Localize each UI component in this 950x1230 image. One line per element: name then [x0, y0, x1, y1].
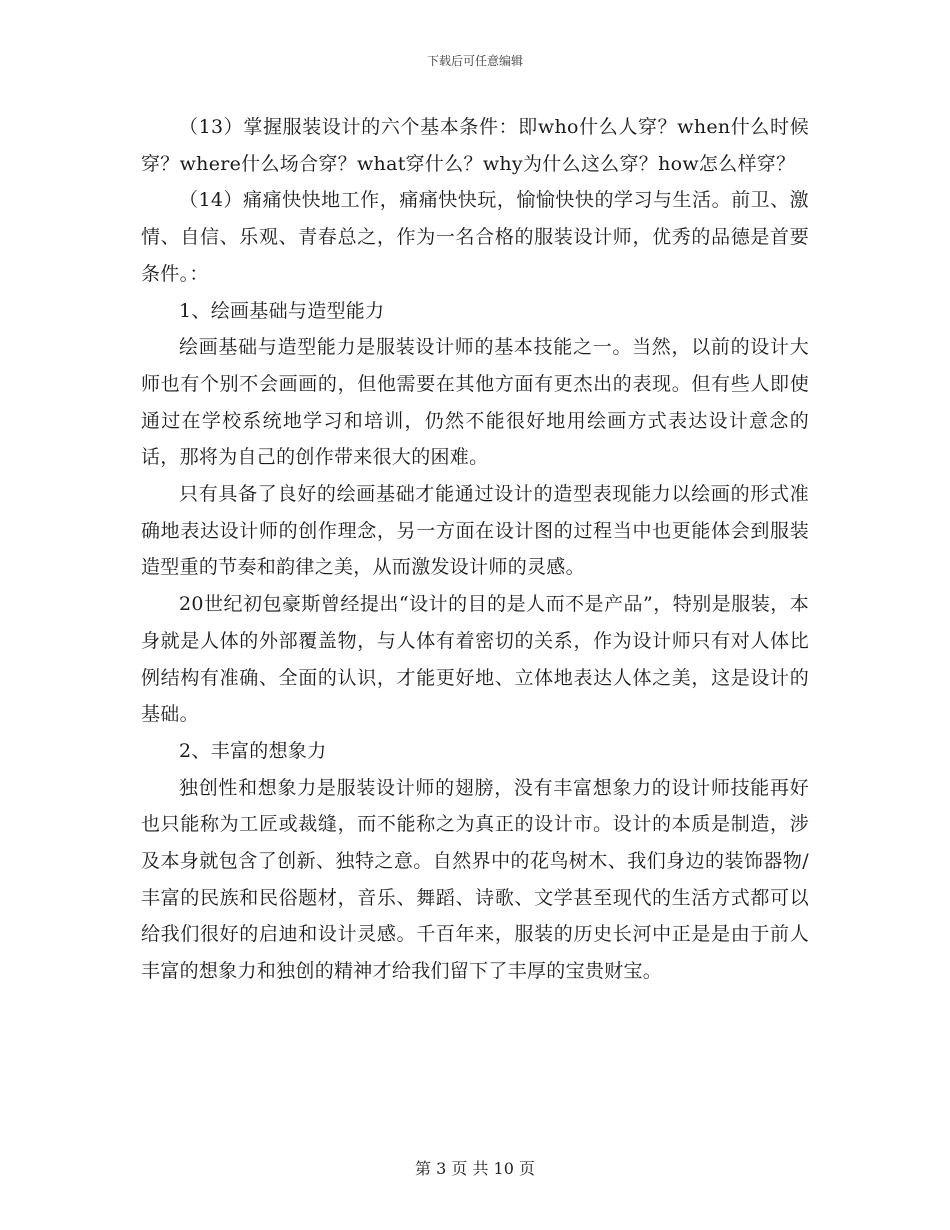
page-header: 下载后可任意编辑 [426, 54, 523, 68]
paragraph-13: （13）掌握服装设计的六个基本条件：即who什么人穿？when什么时候穿？where什么场合穿？what穿什么？why为什么这么穿？how怎么样穿？ [141, 116, 809, 175]
paragraph-imagination: 独创性和想象力是服装设计师的翅膀，没有丰富想象力的设计师技能再好也只能称为工匠或裁缝，而不能称之为真正的设计市。设计的本质是制造，涉及本身就包含了创新、独特之意。自然界中的花鸟树木、我们身边的装饰器物/丰富的民族和民俗题材，音乐、舞蹈、诗歌、文学甚至现代的生活方式都可以给我们很好的启迪和设计灵感。千百年来，服装的历史长河中正是是由于前人丰富的想象力和独创的精神才给我们留下了丰厚的宝贵财宝。 [141, 776, 809, 983]
paragraph-bauhaus: 20世纪初包豪斯曾经提出“设计的目的是人而不是产品”，特别是服装，本身就是人体的外部覆盖物，与人体有着密切的关系，作为设计师只有对人体比例结构有准确、全面的认识，才能更好地、立体地表达人体之美，这是设计的基础。 [141, 593, 809, 726]
section-heading-drawing: 1、绘画基础与造型能力 [179, 299, 385, 322]
page-footer: 第 3 页 共 10 页 [415, 1159, 535, 1178]
paragraph-drawing-expression: 只有具备了良好的绘画基础才能通过设计的造型表现能力以绘画的形式准确地表达设计师的创作理念，另一方面在设计图的过程当中也更能体会到服装造型重的节奏和韵律之美，从而激发设计师的灵感。 [141, 483, 809, 579]
paragraph-14: （14）痛痛快快地工作，痛痛快快玩，愉愉快快的学习与生活。前卫、激情、自信、乐观、青春总之，作为一名合格的服装设计师，优秀的品德是首要条件。： [141, 189, 809, 285]
document-body [141, 109, 809, 990]
paragraph-drawing-basics: 绘画基础与造型能力是服装设计师的基本技能之一。当然，以前的设计大师也有个别不会画画的，但他需要在其他方面有更杰出的表现。但有些人即使通过在学校系统地学习和培训，仍然不能很好地用绘画方式表达设计意念的话，那将为自己的创作带来很大的困难。 [141, 336, 809, 469]
section-heading-imagination: 2、丰富的想象力 [179, 739, 327, 762]
